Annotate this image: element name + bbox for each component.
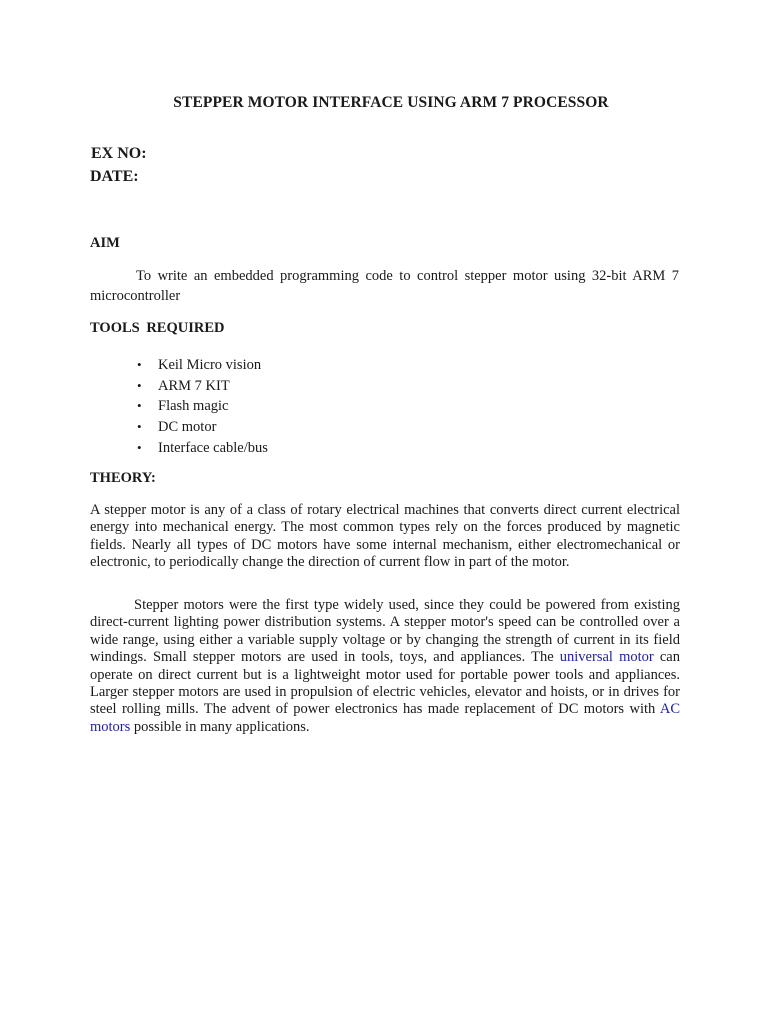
tool-item-label: ARM 7 KIT (158, 377, 230, 394)
theory-paragraph-1: A stepper motor is any of a class of rotary electrical machines that converts direct current electrical energy into mechanical energy. The most common types rely on the forces produced by magnetic fields. Nearly all types of DC motors have some internal mechanism, either electromechanical or electronic, to periodically change the direction of current flow in part of the motor. (90, 502, 680, 571)
bullet-icon: • (137, 377, 142, 393)
bullet-icon: • (137, 398, 142, 414)
tools-list (137, 355, 268, 458)
tool-item-label: DC motor (158, 419, 217, 436)
bullet-icon: • (137, 419, 142, 435)
bullet-icon: • (137, 357, 142, 372)
paragraph-text: can operate on direct current but is a lightweight motor used for portable power tools and appliances. Larger stepper motors are used in propulsion of electric vehicles, elevator and hoists, or in drives for steel rolling mills. The advent of power electronics has made replacement of DC motors with (90, 649, 680, 718)
list-item (137, 417, 268, 438)
ex-no-label: EX NO: (91, 145, 147, 162)
universal-motor-link[interactable]: universal motor (559, 649, 654, 666)
tools-heading: TOOLS REQUIRED (90, 320, 225, 336)
aim-heading: AIM (90, 235, 120, 251)
list-item (137, 355, 268, 376)
ac-motors-link[interactable]: AC motors (90, 701, 680, 735)
bullet-icon: • (137, 439, 142, 455)
aim-text: To write an embedded programming code to control stepper motor using 32-bit ARM 7 microcontroller (90, 268, 679, 304)
list-item (137, 396, 268, 417)
paragraph-text: possible in many applications. (130, 718, 310, 735)
theory-heading: THEORY: (90, 470, 156, 486)
document-title: STEPPER MOTOR INTERFACE USING ARM 7 PROCESSOR (173, 94, 609, 111)
tool-item-label: Keil Micro vision (158, 357, 262, 373)
tool-item-label: Interface cable/bus (158, 439, 268, 456)
theory-paragraph-2 (90, 597, 680, 736)
list-item (137, 376, 268, 397)
date-label: DATE: (90, 168, 139, 185)
list-item (137, 438, 268, 459)
tool-item-label: Flash magic (158, 398, 229, 415)
paragraph-text: Stepper motors were the first type widely used, since they could be powered from existing direct-current lighting power distribution systems. A stepper motor's speed can be controlled over a wide range, using either a variable supply voltage or by changing the strength of current in its field windings. Small stepper motors are used in tools, toys, and appliances. The (90, 597, 680, 666)
